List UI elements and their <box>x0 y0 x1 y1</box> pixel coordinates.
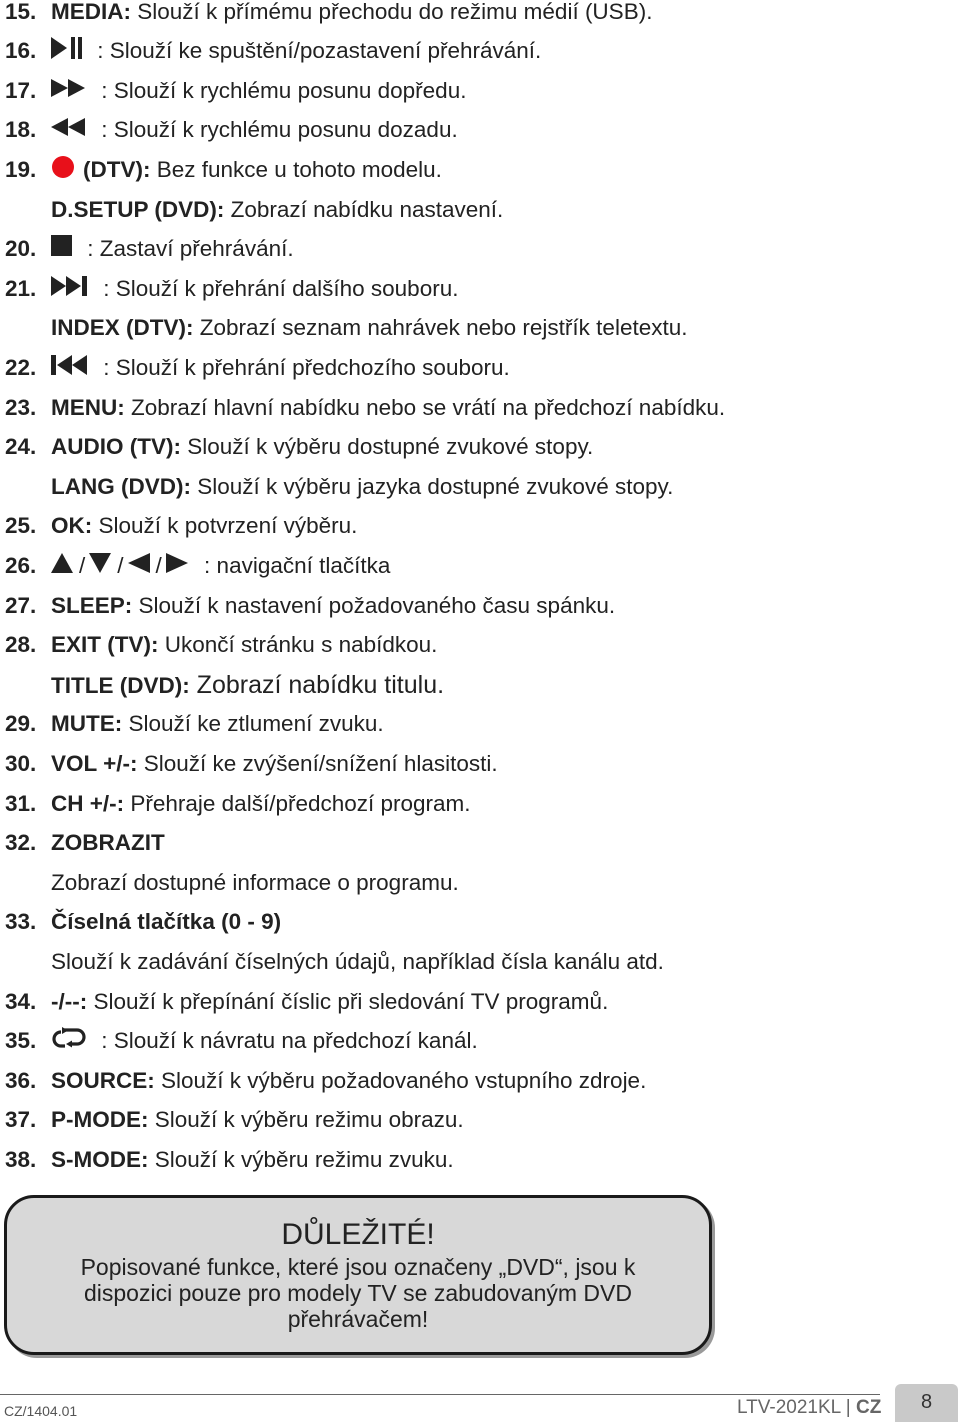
item-description: Zobrazí seznam nahrávek nebo rejstřík teletextu. <box>193 315 688 341</box>
item-content <box>51 389 725 427</box>
icon-separator: / <box>155 552 162 578</box>
arrow-right-icon <box>166 553 188 573</box>
item-description: : Slouží k přehrání předchozího souboru. <box>97 354 510 380</box>
arrow-left-icon <box>128 553 150 573</box>
item-description: Přehraje další/předchozí program. <box>124 790 471 816</box>
language-code: CZ <box>856 1397 882 1418</box>
item-number: 16. <box>5 38 37 64</box>
previous-track-icon <box>51 355 89 375</box>
footer-divider <box>0 1394 880 1395</box>
item-number: 36. <box>5 1067 37 1093</box>
list-item <box>0 547 940 585</box>
item-keyword: AUDIO (TV): <box>51 434 181 460</box>
item-content <box>51 72 466 110</box>
item-content <box>51 32 541 70</box>
item-keyword: OK: <box>51 513 93 539</box>
item-description: : Slouží k rychlému posunu dozadu. <box>95 117 458 143</box>
important-notice-box <box>4 1195 712 1355</box>
item-keyword: (DTV): <box>83 156 151 182</box>
item-content <box>51 191 503 229</box>
item-description: Ukončí stránku s nabídkou. <box>158 632 438 658</box>
item-description: Slouží k přímému přechodu do režimu médií (USB). <box>131 0 653 24</box>
item-number: 26. <box>5 552 37 578</box>
item-number: 34. <box>5 988 37 1014</box>
item-content <box>51 864 459 902</box>
item-content <box>51 1022 478 1060</box>
item-number: 31. <box>5 790 37 816</box>
item-keyword: SOURCE: <box>51 1067 155 1093</box>
item-content <box>51 428 593 466</box>
item-content <box>51 626 437 664</box>
list-item <box>0 587 940 625</box>
item-content <box>51 309 688 347</box>
item-content <box>51 0 652 31</box>
list-item <box>0 666 940 704</box>
item-description: Slouží k výběru dostupné zvukové stopy. <box>180 434 594 460</box>
list-item <box>0 1141 940 1179</box>
item-keyword: LANG (DVD): <box>51 473 191 499</box>
item-content <box>51 1141 454 1179</box>
item-number: 33. <box>5 909 37 935</box>
item-keyword: -/--: <box>51 988 88 1014</box>
item-description: Slouží ke zvýšení/snížení hlasitosti. <box>137 750 498 776</box>
item-content <box>51 943 664 981</box>
item-keyword: MUTE: <box>51 711 123 737</box>
play-pause-icon <box>51 37 83 59</box>
list-item <box>0 983 940 1021</box>
item-description: Bez funkce u tohoto modelu. <box>150 156 442 182</box>
list-item <box>0 309 940 347</box>
item-keyword: MENU: <box>51 394 125 420</box>
list-item <box>0 270 940 308</box>
fast-forward-icon <box>51 79 87 97</box>
item-description: Zobrazí hlavní nabídku nebo se vrátí na předchozí nabídku. <box>124 394 726 420</box>
list-item <box>0 389 940 427</box>
item-content <box>51 824 165 862</box>
list-item <box>0 626 940 664</box>
item-content <box>51 468 673 506</box>
list-item <box>0 785 940 823</box>
item-keyword: P-MODE: <box>51 1107 149 1133</box>
item-keyword: INDEX (DTV): <box>51 315 194 341</box>
item-number: 20. <box>5 236 37 262</box>
rewind-icon <box>51 118 87 136</box>
item-content <box>51 547 390 585</box>
item-keyword: S-MODE: <box>51 1146 149 1172</box>
item-description: : Slouží k přehrání dalšího souboru. <box>97 275 459 301</box>
item-content <box>51 983 608 1021</box>
arrow-up-icon <box>51 553 73 573</box>
item-keyword: TITLE (DVD): <box>51 672 190 698</box>
list-item <box>0 1101 940 1139</box>
list-item <box>0 745 940 783</box>
item-content <box>51 1101 464 1139</box>
notice-text: Popisované funkce, které jsou označeny „DVD“, jsou k dispozici pouze pro modely TV se zabudovaným DVD přehrávačem! <box>80 1254 636 1332</box>
item-keyword: D.SETUP (DVD): <box>51 196 225 222</box>
item-description: Zobrazí nabídku nastavení. <box>224 196 504 222</box>
item-content <box>51 507 357 545</box>
item-number: 21. <box>5 275 37 301</box>
item-description: : Zastaví přehrávání. <box>81 236 294 262</box>
list-item <box>0 32 940 70</box>
item-number: 23. <box>5 394 37 420</box>
page-number: 8 <box>895 1384 958 1422</box>
item-keyword: EXIT (TV): <box>51 632 159 658</box>
item-number: 22. <box>5 354 37 380</box>
record-dot-icon <box>51 155 75 179</box>
item-description: Slouží k výběru režimu obrazu. <box>148 1107 464 1133</box>
list-item <box>0 1022 940 1060</box>
item-description: Slouží k potvrzení výběru. <box>92 513 358 539</box>
item-content <box>51 745 498 783</box>
item-number: 35. <box>5 1028 37 1054</box>
item-content <box>51 903 281 941</box>
item-keyword: SLEEP: <box>51 592 133 618</box>
footer-separator: | <box>840 1397 857 1418</box>
item-description: Slouží ke ztlumení zvuku. <box>122 711 384 737</box>
item-content <box>51 587 615 625</box>
list-item <box>0 705 940 743</box>
item-description: : Slouží ke spuštění/pozastavení přehrávání. <box>91 38 542 64</box>
item-description: : Slouží k rychlému posunu dopředu. <box>95 77 467 103</box>
item-number: 15. <box>5 0 37 24</box>
item-description: Zobrazí dostupné informace o programu. <box>51 869 459 895</box>
icon-separator: / <box>117 552 124 578</box>
item-description: Slouží k zadávání číselných údajů, například čísla kanálu atd. <box>51 948 664 974</box>
item-keyword: ZOBRAZIT <box>51 830 165 856</box>
icon-separator: / <box>79 552 86 578</box>
item-number: 29. <box>5 711 37 737</box>
item-description: Slouží k výběru požadovaného vstupního zdroje. <box>154 1067 647 1093</box>
list-item <box>0 151 940 189</box>
item-description: Slouží k nastavení požadovaného času spánku. <box>132 592 616 618</box>
item-number: 25. <box>5 513 37 539</box>
item-description: Slouží k přepínání číslic při sledování TV programů. <box>87 988 609 1014</box>
stop-icon <box>51 235 73 257</box>
item-content <box>51 666 444 705</box>
list-item <box>0 507 940 545</box>
list-item <box>0 111 940 149</box>
item-content <box>51 705 384 743</box>
item-number: 27. <box>5 592 37 618</box>
item-description: Zobrazí nabídku titulu. <box>189 670 445 699</box>
item-content <box>51 230 294 268</box>
item-description: Slouží k výběru jazyka dostupné zvukové stopy. <box>190 473 674 499</box>
item-content <box>51 151 442 189</box>
item-number: 18. <box>5 117 37 143</box>
list-item <box>0 903 940 941</box>
list-item <box>0 191 940 229</box>
item-number: 17. <box>5 77 37 103</box>
item-keyword: Číselná tlačítka (0 - 9) <box>51 909 282 935</box>
footer-model-label <box>737 1397 881 1419</box>
item-number: 30. <box>5 750 37 776</box>
item-number: 19. <box>5 156 37 182</box>
model-name: LTV-2021KL <box>737 1397 841 1418</box>
item-content <box>51 270 458 308</box>
item-number: 32. <box>5 830 37 856</box>
item-keyword: CH +/-: <box>51 790 125 816</box>
list-item <box>0 468 940 506</box>
list-item <box>0 824 940 862</box>
document-code: CZ/1404.01 <box>4 1403 78 1419</box>
item-keyword: VOL +/-: <box>51 750 138 776</box>
notice-title: DŮLEŽITÉ! <box>281 1218 435 1251</box>
item-description: : navigační tlačítka <box>197 552 391 578</box>
item-content <box>51 785 471 823</box>
list-item <box>0 349 940 387</box>
item-keyword: MEDIA: <box>51 0 131 24</box>
next-track-icon <box>51 276 89 296</box>
item-description: Slouží k výběru režimu zvuku. <box>148 1146 454 1172</box>
item-content <box>51 349 510 387</box>
list-item <box>0 72 940 110</box>
list-item <box>0 0 940 31</box>
list-item <box>0 943 940 981</box>
item-number: 24. <box>5 434 37 460</box>
list-item <box>0 428 940 466</box>
return-channel-icon <box>51 1027 87 1049</box>
list-item <box>0 1062 940 1100</box>
item-description: : Slouží k návratu na předchozí kanál. <box>95 1028 478 1054</box>
item-content <box>51 111 458 149</box>
arrow-down-icon <box>89 553 111 573</box>
item-number: 37. <box>5 1107 37 1133</box>
item-number: 28. <box>5 632 37 658</box>
item-content <box>51 1062 646 1100</box>
list-item <box>0 864 940 902</box>
item-number: 38. <box>5 1146 37 1172</box>
list-item <box>0 230 940 268</box>
